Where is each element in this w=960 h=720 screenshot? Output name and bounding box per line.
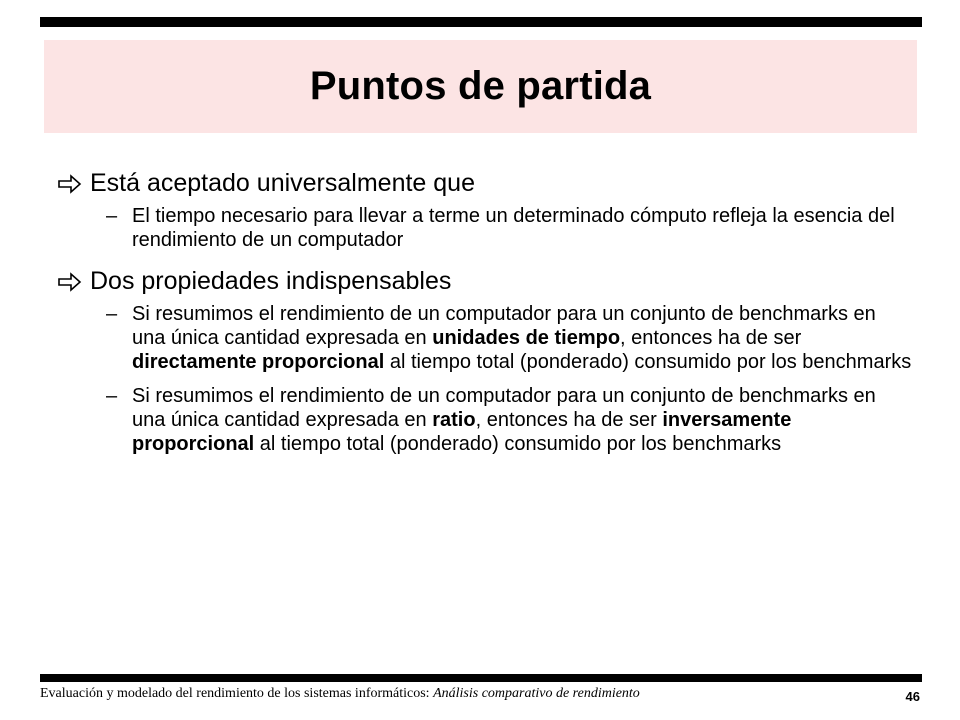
sub-bullet-2-1-text bbox=[132, 302, 912, 374]
text-run: Si resumimos el rendimiento de un computador para un conjunto de benchmarks en una única cantidad expresada en bbox=[132, 303, 876, 349]
title-band bbox=[44, 40, 917, 133]
bullet-2 bbox=[58, 266, 918, 296]
hollow-arrow-right-icon bbox=[58, 168, 90, 194]
text-run: al tiempo total (ponderado) consumido por los benchmarks bbox=[254, 433, 782, 455]
sub-bullet-2-2 bbox=[106, 384, 918, 456]
bullet-1-text: Está aceptado universalmente que bbox=[90, 169, 475, 197]
page-number: 46 bbox=[905, 689, 920, 704]
dash-marker: – bbox=[106, 385, 118, 407]
hollow-arrow-right-icon bbox=[58, 266, 90, 292]
footer-rule bbox=[40, 674, 922, 682]
slide-content bbox=[58, 168, 918, 456]
dash-marker: – bbox=[106, 205, 118, 227]
emphasis-time-units: unidades de tiempo bbox=[432, 327, 621, 349]
emphasis-inversely-proportional: inversamente proporcional bbox=[132, 409, 792, 455]
text-run: , entonces ha de ser bbox=[475, 409, 663, 431]
emphasis-ratio: ratio bbox=[432, 409, 476, 431]
footer-course: Evaluación y modelado del rendimiento de los sistemas informáticos: bbox=[40, 686, 434, 701]
text-run: , entonces ha de ser bbox=[620, 327, 802, 349]
sub-bullet-1-1-text: El tiempo necesario para llevar a terme un determinado cómputo refleja la esencia del rendimiento de un computador bbox=[132, 205, 895, 251]
footer-caption bbox=[40, 686, 640, 702]
dash-marker: – bbox=[106, 303, 118, 325]
slide-title: Puntos de partida bbox=[309, 64, 652, 108]
sub-bullet-2-2-text bbox=[132, 384, 912, 456]
text-run: al tiempo total (ponderado) consumido por los benchmarks bbox=[384, 351, 912, 373]
sub-bullet-1-1 bbox=[106, 204, 918, 252]
top-rule bbox=[40, 17, 922, 27]
sub-bullet-2-1 bbox=[106, 302, 918, 374]
bullet-2-text: Dos propiedades indispensables bbox=[90, 267, 452, 295]
bullet-1 bbox=[58, 168, 918, 198]
text-run: Si resumimos el rendimiento de un computador para un conjunto de benchmarks en una única cantidad expresada en bbox=[132, 385, 876, 431]
footer-topic: Análisis comparativo de rendimiento bbox=[433, 686, 640, 701]
emphasis-directly-proportional: directamente proporcional bbox=[132, 351, 385, 373]
